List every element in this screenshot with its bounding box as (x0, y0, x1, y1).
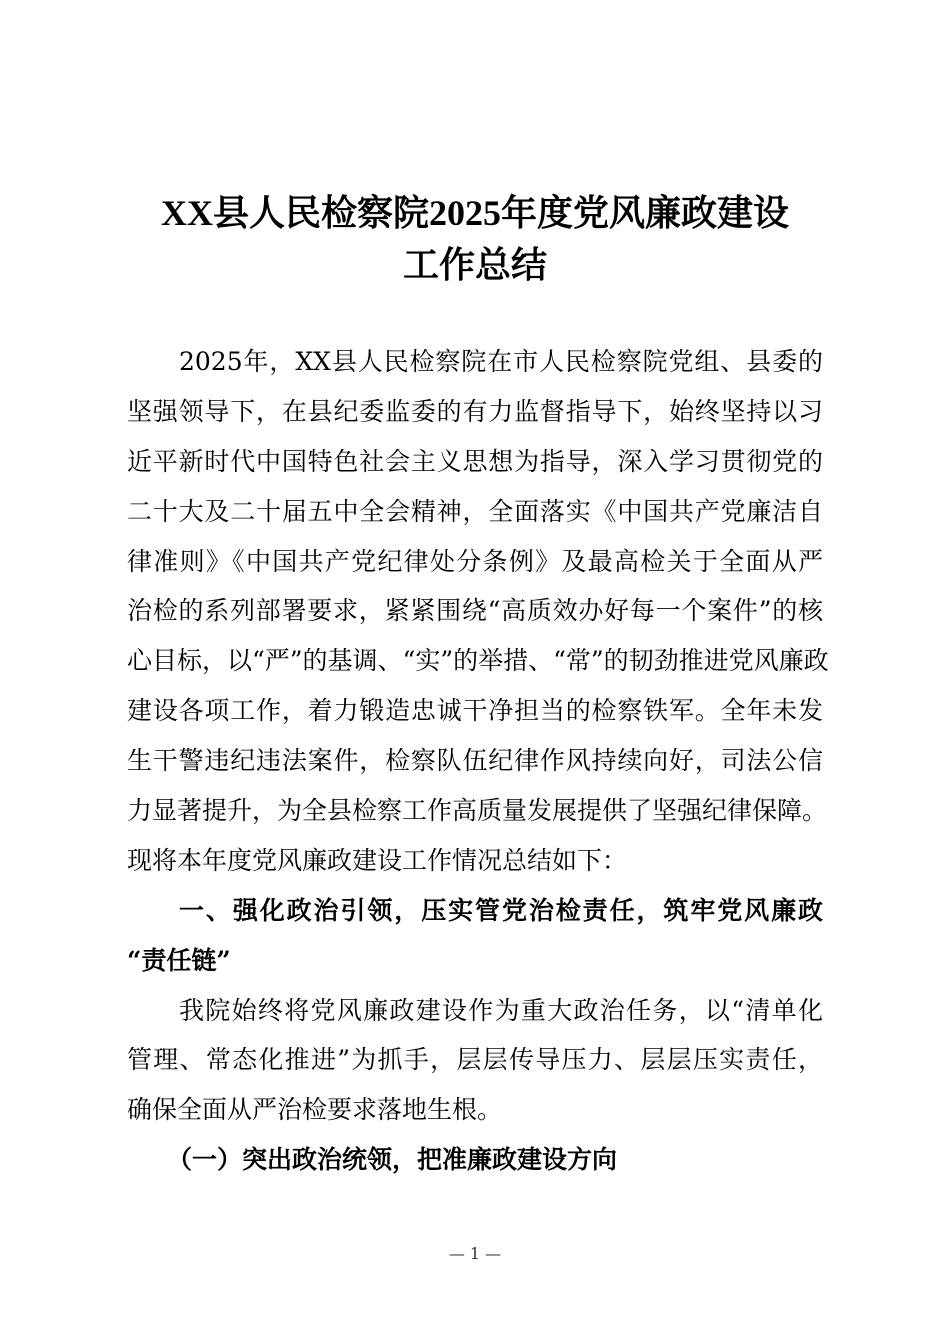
section-heading-1 (127, 886, 823, 986)
text-line: 力显著提升，为全县检察工作高质量发展提供了坚强纪律保障。 (127, 796, 828, 826)
text-line: 我院始终将党风廉政建设作为重大政治任务，以“清单化 (179, 995, 823, 1025)
text-line: 2025年，XX县人民检察院在市人民检察院党组、县委的 (179, 347, 823, 376)
text-line: 管理、常态化推进”为抓手，层层传导压力、层层压实责任， (127, 1045, 823, 1075)
text-line: 确保全面从严治检要求落地生根。 (127, 1095, 503, 1125)
page-number: — 1 — (448, 1244, 502, 1263)
text-line: 生干警违纪违法案件，检察队伍纪律作风持续向好，司法公信 (127, 746, 823, 776)
section-1-paragraph (127, 986, 823, 1136)
title-line-2: 工作总结 (402, 245, 547, 285)
text-line: 坚强领导下，在县纪委监委的有力监督指导下，始终坚持以习 (127, 396, 823, 426)
text-line: 二十大及二十届五中全会精神，全面落实《中国共产党廉洁自 (127, 496, 823, 526)
heading-line: “责任链” (127, 945, 231, 975)
text-line: 治检的系列部署要求，紧紧围绕“高质效办好每一个案件”的核 (127, 596, 823, 626)
subsection-heading-1: （一）突出政治统领，把准廉政建设方向 (167, 1145, 618, 1175)
text-line: 近平新时代中国特色社会主义思想为指导，深入学习贯彻党的 (127, 446, 823, 476)
text-line: 现将本年度党风廉政建设工作情况总结如下： (127, 845, 628, 875)
intro-paragraph (127, 337, 829, 886)
text-line: 建设各项工作，着力锻造忠诚干净担当的检察铁军。全年未发 (127, 696, 823, 726)
document-title (0, 187, 950, 291)
title-line-1: XX县人民检察院2025年度党风廉政建设 (161, 193, 789, 233)
text-line: 心目标，以“严”的基调、“实”的举措、“常”的韧劲推进党风廉政 (127, 646, 829, 676)
text-line: 律准则》《中国共产党纪律处分条例》及最高检关于全面从严 (127, 546, 823, 576)
heading-line: 一、强化政治引领，压实管党治检责任，筑牢党风廉政 (179, 895, 823, 925)
document-body (127, 337, 829, 1185)
